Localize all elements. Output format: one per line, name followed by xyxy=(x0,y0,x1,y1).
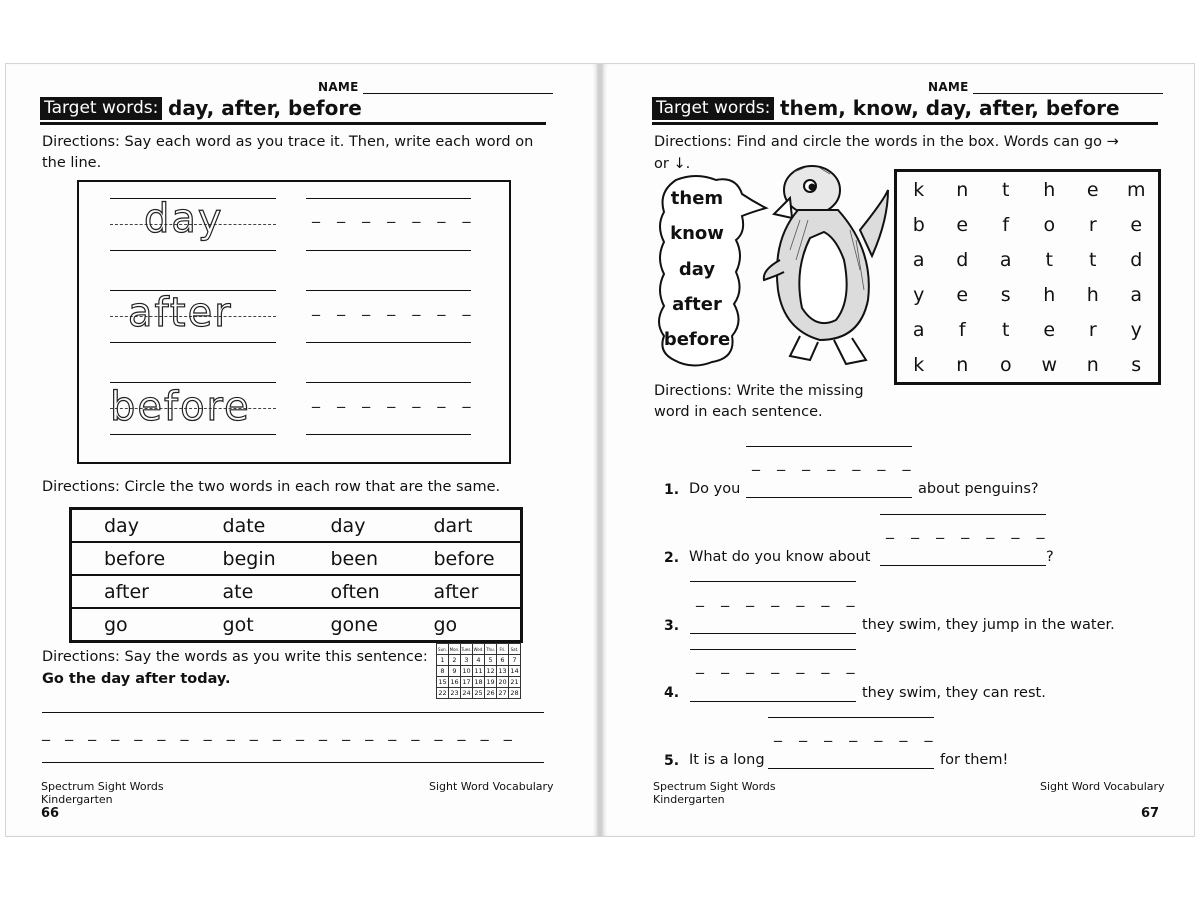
answer-mid-dashes: _ _ _ _ _ _ _ xyxy=(696,655,861,674)
calendar-date: 7 xyxy=(509,655,521,666)
answer-mid-dashes: _ _ _ _ _ _ _ xyxy=(752,452,917,471)
calendar-date: 2 xyxy=(449,655,461,666)
footer-grade: Kindergarten xyxy=(41,793,113,806)
write-line-day[interactable] xyxy=(306,250,471,251)
grid-letter[interactable]: d xyxy=(956,248,969,271)
question-text: about penguins? xyxy=(918,481,1039,497)
question-text: for them! xyxy=(940,752,1009,768)
calendar-week-row xyxy=(437,677,521,688)
word-cell[interactable]: after xyxy=(401,575,521,608)
footer-book-info xyxy=(41,780,164,806)
sentence-write-line[interactable] xyxy=(42,762,544,763)
grid-letter[interactable]: a xyxy=(1130,283,1143,306)
word-cell[interactable]: ate xyxy=(191,575,299,608)
trace-word-before[interactable]: before xyxy=(110,384,251,430)
calendar-date: 9 xyxy=(449,666,461,677)
word-cell[interactable]: go xyxy=(401,608,521,642)
directions-find-cont: or ↓. xyxy=(654,156,691,172)
grid-row xyxy=(896,347,1160,384)
grid-letter[interactable]: t xyxy=(1089,248,1097,271)
grid-letter[interactable]: n xyxy=(956,353,969,376)
target-words-label: Target words: xyxy=(40,97,162,120)
footer-book-title: Spectrum Sight Words xyxy=(41,780,164,793)
grid-letter[interactable]: n xyxy=(1086,353,1099,376)
question-number: 3. xyxy=(664,618,680,634)
name-field xyxy=(928,80,1163,94)
calendar-date: 22 xyxy=(438,688,447,697)
answer-line-1[interactable] xyxy=(746,497,912,498)
question-number: 1. xyxy=(664,482,680,498)
grid-letter[interactable]: s xyxy=(1131,353,1142,376)
grid-letter[interactable]: o xyxy=(999,353,1012,376)
directions-find: Directions: Find and circle the words in the box. Words can go → xyxy=(654,134,1119,150)
footer-book-info xyxy=(653,780,776,806)
grid-letter[interactable]: t xyxy=(1045,248,1053,271)
trace-word-day[interactable]: day xyxy=(144,196,224,242)
page-number-left: 66 xyxy=(41,806,60,821)
question-text: they swim, they can rest. xyxy=(862,685,1046,701)
word-cell[interactable]: begin xyxy=(191,542,299,575)
answer-line-4[interactable] xyxy=(690,701,856,702)
calendar-week-row xyxy=(437,688,521,699)
calendar-day-header: Mon. xyxy=(449,644,461,655)
calendar-header-row xyxy=(437,644,521,655)
calendar-date: 27 xyxy=(498,688,507,697)
word-cell[interactable]: been xyxy=(299,542,402,575)
calendar-date: 14 xyxy=(510,666,519,675)
grid-letter[interactable]: r xyxy=(1088,318,1097,341)
footer-grade: Kindergarten xyxy=(653,793,725,806)
answer-line-5[interactable] xyxy=(768,768,934,769)
grid-letter[interactable]: a xyxy=(912,318,925,341)
calendar-date: 28 xyxy=(510,688,519,697)
page-number-right: 67 xyxy=(1141,806,1160,821)
answer-mid-dashes: _ _ _ _ _ _ _ xyxy=(774,723,939,742)
footer-section: Sight Word Vocabulary xyxy=(429,780,554,793)
grid-letter[interactable]: r xyxy=(1088,213,1097,236)
grid-letter[interactable]: h xyxy=(1086,283,1099,306)
answer-line-2[interactable] xyxy=(880,565,1046,566)
sentence-to-write: Go the day after today. xyxy=(42,671,231,687)
grid-letter[interactable]: h xyxy=(1043,178,1056,201)
calendar-day-header: Wed. xyxy=(473,644,485,655)
word-cell[interactable]: date xyxy=(222,514,266,537)
footer-section: Sight Word Vocabulary xyxy=(1040,780,1165,793)
word-cell[interactable]: after xyxy=(71,575,191,608)
name-label: NAME xyxy=(928,80,969,94)
question-number: 2. xyxy=(664,550,680,566)
grid-letter[interactable]: o xyxy=(1043,213,1056,236)
calendar-day-header: Fri. xyxy=(497,644,509,655)
answer-top-line xyxy=(746,446,912,447)
calendar-day-header: Thu. xyxy=(485,644,497,655)
calendar-date: 1 xyxy=(437,655,449,666)
table-row xyxy=(71,509,522,543)
calendar-date: 15 xyxy=(438,677,447,686)
answer-top-line xyxy=(690,649,856,650)
answer-mid-dashes: _ _ _ _ _ _ _ xyxy=(886,520,1051,539)
directions-circle: Directions: Circle the two words in each row that are the same. xyxy=(42,479,501,495)
grid-letter[interactable]: e xyxy=(956,213,969,236)
sentence-top-line xyxy=(42,712,544,713)
write-mid-dashes: _ _ _ _ _ _ _ xyxy=(312,389,477,408)
grid-letter[interactable]: e xyxy=(1130,213,1143,236)
sentence-mid-dashes: _ _ _ _ _ _ _ _ _ _ _ _ _ _ _ _ _ _ _ _ _ xyxy=(42,722,517,741)
answer-top-line xyxy=(768,717,934,718)
table-row xyxy=(71,542,522,575)
calendar-date: 18 xyxy=(474,677,483,686)
write-line-after[interactable] xyxy=(306,342,471,343)
cloud-word: day xyxy=(678,259,716,280)
calendar-date: 17 xyxy=(462,677,471,686)
answer-top-line xyxy=(690,581,856,582)
answer-mid-dashes: _ _ _ _ _ _ _ xyxy=(696,588,861,607)
trace-word-after[interactable]: after xyxy=(128,290,233,336)
calendar-illustration xyxy=(436,643,521,699)
directions-missing-cont: word in each sentence. xyxy=(654,404,823,420)
word-search-grid xyxy=(894,169,1161,385)
question-number: 4. xyxy=(664,685,680,701)
calendar-day-header: Sat. xyxy=(509,644,521,655)
grid-letter[interactable]: e xyxy=(956,283,969,306)
calendar-date: 19 xyxy=(486,677,495,686)
word-cell[interactable]: day xyxy=(330,514,366,537)
word-cell[interactable]: go xyxy=(71,608,191,642)
directions-trace: Directions: Say each word as you trace it. Then, write each word on the line. xyxy=(42,134,534,171)
answer-top-line xyxy=(880,514,1046,515)
calendar-date: 11 xyxy=(474,666,483,675)
word-cell[interactable]: often xyxy=(299,575,402,608)
guide-top-line xyxy=(110,382,276,383)
target-words-list: them, know, day, after, before xyxy=(780,96,1120,120)
table-row xyxy=(71,608,522,642)
grid-letter[interactable]: b xyxy=(912,213,925,236)
grid-letter[interactable]: e xyxy=(1086,178,1099,201)
write-mid-dashes: _ _ _ _ _ _ _ xyxy=(312,204,477,223)
calendar-day-header: Sun. xyxy=(437,644,449,655)
write-top-line xyxy=(306,290,471,291)
target-words-header xyxy=(40,96,546,125)
grid-row xyxy=(896,312,1160,347)
calendar-week-row xyxy=(437,666,521,677)
calendar-date: 8 xyxy=(437,666,449,677)
question-text: Do you xyxy=(689,481,741,497)
guide-base-line xyxy=(110,434,276,435)
calendar-day-header: Tues. xyxy=(461,644,473,655)
calendar-date: 20 xyxy=(498,677,507,686)
grid-letter[interactable]: y xyxy=(1130,318,1142,341)
grid-letter[interactable]: f xyxy=(1002,213,1010,236)
calendar-date: 23 xyxy=(450,688,459,697)
calendar-date: 24 xyxy=(462,688,471,697)
question-text: they swim, they jump in the water. xyxy=(862,617,1115,633)
question-text: ? xyxy=(1046,549,1054,565)
grid-letter[interactable]: d xyxy=(1130,248,1143,271)
write-line-before[interactable] xyxy=(306,434,471,435)
word-cell[interactable]: got xyxy=(191,608,299,642)
name-label: NAME xyxy=(318,80,359,94)
grid-letter[interactable]: t xyxy=(1002,318,1010,341)
calendar-date: 3 xyxy=(461,655,473,666)
grid-row xyxy=(896,277,1160,312)
write-top-line xyxy=(306,198,471,199)
calendar-date: 21 xyxy=(510,677,519,686)
answer-line-3[interactable] xyxy=(690,633,856,634)
grid-row xyxy=(896,207,1160,242)
calendar-date: 6 xyxy=(497,655,509,666)
table-row xyxy=(71,575,522,608)
matching-words-table xyxy=(69,507,523,643)
calendar-date: 16 xyxy=(450,677,459,686)
guide-base-line xyxy=(110,342,276,343)
cloud-word: after xyxy=(672,294,722,315)
grid-row xyxy=(896,171,1160,208)
cloud-word: know xyxy=(670,223,724,244)
word-cell[interactable]: gone xyxy=(299,608,402,642)
grid-letter[interactable]: a xyxy=(912,248,925,271)
calendar-date: 4 xyxy=(473,655,485,666)
grid-letter[interactable]: m xyxy=(1126,178,1146,201)
calendar-date: 25 xyxy=(474,688,483,697)
calendar-date: 13 xyxy=(498,666,507,675)
target-words-label: Target words: xyxy=(652,97,774,120)
grid-letter[interactable]: n xyxy=(956,178,969,201)
name-line[interactable] xyxy=(363,83,553,94)
question-text: It is a long xyxy=(689,752,765,768)
target-words-header xyxy=(652,96,1158,125)
calendar-date: 10 xyxy=(462,666,471,675)
calendar-week-row xyxy=(437,655,521,666)
guide-base-line xyxy=(110,250,276,251)
grid-letter[interactable]: k xyxy=(913,178,925,201)
directions-missing: Directions: Write the missing xyxy=(654,383,864,399)
word-cell[interactable]: before xyxy=(71,542,191,575)
grid-letter[interactable]: f xyxy=(958,318,966,341)
grid-letter[interactable]: a xyxy=(999,248,1012,271)
question-number: 5. xyxy=(664,753,680,769)
grid-row xyxy=(896,242,1160,277)
penguin-icon xyxy=(760,160,896,380)
grid-letter[interactable]: h xyxy=(1043,283,1056,306)
directions-sentence: Directions: Say the words as you write this sentence: xyxy=(42,649,428,665)
grid-letter[interactable]: y xyxy=(913,283,925,306)
calendar-date: 12 xyxy=(486,666,495,675)
grid-letter[interactable]: k xyxy=(913,353,925,376)
write-mid-dashes: _ _ _ _ _ _ _ xyxy=(312,297,477,316)
word-cell[interactable]: day xyxy=(104,514,139,537)
name-line[interactable] xyxy=(973,83,1163,94)
footer-book-title: Spectrum Sight Words xyxy=(653,780,776,793)
grid-letter[interactable]: s xyxy=(1000,283,1011,306)
word-cell[interactable]: before xyxy=(401,542,521,575)
calendar-date: 5 xyxy=(485,655,497,666)
cloud-word: before xyxy=(663,329,731,350)
calendar-date: 26 xyxy=(486,688,495,697)
grid-letter[interactable]: t xyxy=(1002,178,1010,201)
name-field xyxy=(318,80,553,94)
book-gutter xyxy=(598,64,602,836)
question-text: What do you know about xyxy=(689,549,871,565)
grid-letter[interactable]: e xyxy=(1043,318,1056,341)
grid-letter[interactable]: w xyxy=(1041,353,1058,376)
cloud-word: them xyxy=(670,188,724,209)
target-words-list: day, after, before xyxy=(168,96,362,120)
write-top-line xyxy=(306,382,471,383)
word-cell[interactable]: dart xyxy=(433,514,473,537)
